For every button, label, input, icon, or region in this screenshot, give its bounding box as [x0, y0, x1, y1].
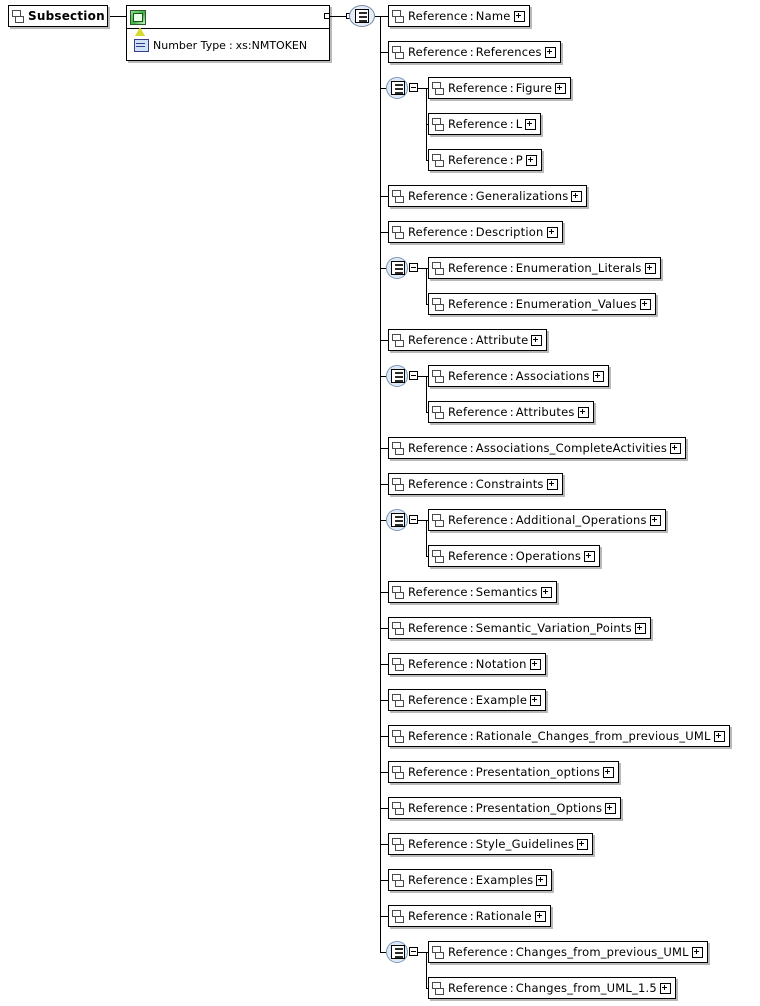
reference-node-label	[408, 801, 602, 815]
reference-prefix: Reference	[408, 693, 468, 707]
reference-node[interactable]	[388, 905, 551, 927]
connector-line	[418, 88, 426, 89]
reference-separator: :	[469, 225, 474, 239]
reference-node-label	[408, 729, 711, 743]
group-sequence-g1[interactable]	[386, 77, 420, 99]
group-spine-line	[426, 376, 427, 412]
element-icon	[392, 837, 404, 851]
sequence-compositor-icon	[355, 9, 369, 23]
expand-plus-icon[interactable]	[514, 11, 525, 22]
expand-plus-icon[interactable]	[660, 983, 671, 994]
reference-prefix: Reference	[408, 9, 468, 23]
element-icon	[392, 189, 404, 203]
reference-prefix: Reference	[448, 369, 508, 383]
reference-separator: :	[509, 297, 514, 311]
connector-line	[380, 808, 388, 809]
expand-plus-icon[interactable]	[714, 731, 725, 742]
group-spine-line	[426, 520, 427, 556]
reference-name: Semantics	[475, 585, 538, 599]
connector-line	[380, 16, 388, 17]
reference-node[interactable]	[388, 185, 587, 207]
reference-name: Enumeration_Literals	[515, 261, 642, 275]
reference-separator: :	[469, 729, 474, 743]
reference-name: Associations_CompleteActivities	[475, 441, 668, 455]
attribute-icon	[134, 39, 149, 52]
reference-node[interactable]	[388, 221, 563, 243]
reference-node-label	[408, 585, 538, 599]
element-icon	[432, 369, 444, 383]
reference-name: Semantic_Variation_Points	[475, 621, 632, 635]
element-icon	[432, 117, 444, 131]
expand-plus-icon[interactable]	[555, 83, 566, 94]
expand-plus-icon[interactable]	[547, 227, 558, 238]
reference-node[interactable]	[388, 653, 546, 675]
reference-prefix: Reference	[408, 621, 468, 635]
reference-name: Constraints	[475, 477, 544, 491]
connector-line	[380, 844, 388, 845]
reference-name: Description	[475, 225, 544, 239]
expand-plus-icon[interactable]	[531, 335, 542, 346]
element-icon	[392, 909, 404, 923]
reference-separator: :	[469, 837, 474, 851]
reference-prefix: Reference	[408, 657, 468, 671]
reference-separator: :	[509, 261, 514, 275]
attributes-panel-header	[127, 6, 329, 29]
connector-line	[380, 880, 388, 881]
reference-prefix: Reference	[448, 513, 508, 527]
connector-line	[426, 988, 428, 989]
expand-plus-icon[interactable]	[635, 623, 646, 634]
expand-plus-icon[interactable]	[525, 119, 536, 130]
expand-plus-icon[interactable]	[530, 659, 541, 670]
reference-node[interactable]	[388, 41, 561, 63]
reference-node[interactable]	[388, 437, 686, 459]
reference-node-label	[408, 837, 574, 851]
expand-plus-icon[interactable]	[650, 515, 661, 526]
reference-prefix: Reference	[408, 801, 468, 815]
reference-node[interactable]	[428, 545, 600, 567]
reference-node[interactable]	[388, 797, 621, 819]
reference-node-label	[408, 189, 568, 203]
reference-name: Generalizations	[475, 189, 569, 203]
connector-line	[380, 52, 388, 53]
element-icon	[432, 81, 444, 95]
reference-prefix: Reference	[448, 405, 508, 419]
reference-separator: :	[469, 693, 474, 707]
reference-prefix: Reference	[408, 333, 468, 347]
reference-node-label	[408, 873, 533, 887]
connector-line	[380, 88, 386, 89]
group-spine-line	[426, 952, 427, 988]
connector-line	[380, 520, 386, 521]
reference-name: P	[515, 153, 523, 167]
reference-node[interactable]	[428, 77, 571, 99]
root-element-label: Subsection	[28, 9, 105, 23]
reference-node-label	[448, 513, 647, 527]
reference-prefix: Reference	[448, 945, 508, 959]
reference-name: Name	[475, 9, 511, 23]
reference-node[interactable]	[428, 365, 609, 387]
connector-line	[380, 448, 388, 449]
reference-node-label	[408, 333, 528, 347]
reference-node-label	[448, 981, 657, 995]
collapse-minus-icon[interactable]	[409, 83, 418, 92]
connector-line	[380, 196, 388, 197]
reference-prefix: Reference	[448, 117, 508, 131]
reference-prefix: Reference	[408, 909, 468, 923]
element-icon	[392, 9, 404, 23]
reference-prefix: Reference	[408, 585, 468, 599]
reference-node[interactable]	[428, 293, 656, 315]
connector-line	[380, 592, 388, 593]
reference-separator: :	[509, 81, 514, 95]
reference-prefix: Reference	[408, 225, 468, 239]
sequence-compositor-icon	[391, 369, 405, 383]
sequence-compositor-icon	[391, 261, 405, 275]
reference-node-label	[408, 693, 527, 707]
element-icon	[12, 9, 24, 23]
reference-node-label	[448, 405, 575, 419]
element-icon	[432, 513, 444, 527]
reference-name: Example	[475, 693, 528, 707]
group-sequence-g3[interactable]	[386, 365, 420, 387]
reference-separator: :	[469, 585, 474, 599]
root-element-subsection[interactable]	[8, 5, 108, 27]
reference-node-label	[408, 45, 542, 59]
reference-prefix: Reference	[448, 153, 508, 167]
reference-separator: :	[469, 621, 474, 635]
reference-node[interactable]	[428, 149, 542, 171]
attribute-row[interactable]	[134, 39, 307, 52]
reference-node[interactable]	[388, 761, 619, 783]
connector-line	[426, 304, 428, 305]
reference-name: Attribute	[475, 333, 529, 347]
expand-plus-icon[interactable]	[530, 695, 541, 706]
expand-plus-icon[interactable]	[578, 407, 589, 418]
reference-separator: :	[469, 441, 474, 455]
reference-node[interactable]	[388, 617, 651, 639]
reference-name: Attributes	[515, 405, 575, 419]
reference-node-label	[408, 621, 632, 635]
reference-name: Changes_from_UML_1.5	[515, 981, 657, 995]
connector-line	[330, 16, 346, 17]
collapse-minus-icon[interactable]	[409, 371, 418, 380]
reference-node[interactable]	[388, 869, 552, 891]
reference-separator: :	[469, 909, 474, 923]
reference-separator: :	[469, 801, 474, 815]
expand-plus-icon[interactable]	[526, 155, 537, 166]
connector-line	[380, 340, 388, 341]
reference-name: Enumeration_Values	[515, 297, 637, 311]
reference-separator: :	[469, 765, 474, 779]
expand-plus-icon[interactable]	[670, 443, 681, 454]
reference-name: Style_Guidelines	[475, 837, 575, 851]
sequence-compositor-icon	[391, 81, 405, 95]
reference-separator: :	[509, 981, 514, 995]
reference-separator: :	[469, 657, 474, 671]
connector-line	[418, 376, 426, 377]
reference-node[interactable]	[388, 5, 530, 27]
reference-node[interactable]	[388, 833, 593, 855]
reference-node-label	[408, 765, 600, 779]
reference-name: Notation	[475, 657, 527, 671]
reference-prefix: Reference	[448, 261, 508, 275]
reference-separator: :	[469, 9, 474, 23]
reference-node-label	[408, 909, 532, 923]
group-spine-line	[426, 268, 427, 304]
reference-name: Additional_Operations	[515, 513, 647, 527]
connector-line	[380, 232, 388, 233]
element-icon	[432, 405, 444, 419]
element-icon	[392, 765, 404, 779]
reference-separator: :	[509, 549, 514, 563]
element-icon	[432, 153, 444, 167]
reference-node[interactable]	[388, 689, 546, 711]
reference-name: Operations	[515, 549, 582, 563]
element-icon	[392, 477, 404, 491]
element-icon	[392, 873, 404, 887]
reference-node-label	[448, 369, 590, 383]
connector-line	[426, 160, 428, 161]
reference-node-label	[448, 81, 552, 95]
reference-prefix: Reference	[408, 477, 468, 491]
reference-node[interactable]	[428, 113, 541, 135]
element-icon	[392, 45, 404, 59]
reference-node-label	[448, 117, 522, 131]
reference-prefix: Reference	[448, 297, 508, 311]
reference-prefix: Reference	[408, 441, 468, 455]
reference-name: Rationale_Changes_from_previous_UML	[475, 729, 711, 743]
reference-name: References	[475, 45, 542, 59]
reference-prefix: Reference	[408, 873, 468, 887]
expand-plus-icon[interactable]	[535, 911, 546, 922]
reference-node-label	[408, 441, 667, 455]
element-icon	[392, 801, 404, 815]
reference-separator: :	[469, 477, 474, 491]
reference-prefix: Reference	[408, 729, 468, 743]
expand-plus-icon[interactable]	[692, 947, 703, 958]
collapse-minus-icon[interactable]	[409, 947, 418, 956]
attributes-panel	[126, 5, 330, 61]
reference-node-label	[408, 657, 527, 671]
sequence-compositor-icon	[391, 513, 405, 527]
reference-separator: :	[469, 189, 474, 203]
group-sequence-g2[interactable]	[386, 257, 420, 279]
reference-prefix: Reference	[408, 837, 468, 851]
reference-prefix: Reference	[448, 81, 508, 95]
element-icon	[392, 333, 404, 347]
reference-name: Figure	[515, 81, 553, 95]
attribute-name: Number Type	[153, 39, 226, 52]
reference-separator: :	[509, 405, 514, 419]
element-icon	[392, 621, 404, 635]
reference-node[interactable]	[388, 725, 730, 747]
reference-prefix: Reference	[448, 981, 508, 995]
element-icon	[392, 225, 404, 239]
reference-node[interactable]	[428, 509, 666, 531]
connector-line	[380, 376, 386, 377]
reference-separator: :	[509, 117, 514, 131]
connector-line	[110, 16, 126, 17]
collapse-minus-icon[interactable]	[409, 515, 418, 524]
reference-separator: :	[509, 945, 514, 959]
attribute-separator: :	[228, 39, 233, 52]
element-icon	[432, 297, 444, 311]
warning-triangle-icon	[135, 27, 145, 36]
connector-line	[380, 268, 386, 269]
reference-node-label	[408, 225, 544, 239]
element-icon	[392, 657, 404, 671]
reference-node[interactable]	[428, 401, 594, 423]
reference-prefix: Reference	[448, 549, 508, 563]
expand-plus-icon[interactable]	[640, 299, 651, 310]
expand-plus-icon[interactable]	[541, 587, 552, 598]
reference-node[interactable]	[428, 941, 708, 963]
reference-prefix: Reference	[408, 765, 468, 779]
reference-name: Presentation_options	[475, 765, 601, 779]
reference-name: Examples	[475, 873, 534, 887]
reference-node[interactable]	[388, 329, 547, 351]
expand-plus-icon[interactable]	[577, 839, 588, 850]
connector-line	[380, 484, 388, 485]
expand-plus-icon[interactable]	[584, 551, 595, 562]
element-icon	[432, 549, 444, 563]
connector-line	[380, 664, 388, 665]
reference-node-label	[408, 9, 511, 23]
reference-name: Changes_from_previous_UML	[515, 945, 689, 959]
connector-line	[418, 952, 426, 953]
reference-name: L	[515, 117, 523, 131]
connector-line	[380, 916, 388, 917]
reference-prefix: Reference	[408, 189, 468, 203]
group-spine-line	[426, 88, 427, 160]
element-icon	[392, 585, 404, 599]
connector-line	[426, 556, 428, 557]
expand-plus-icon[interactable]	[547, 479, 558, 490]
reference-node-label	[448, 297, 637, 311]
expand-plus-icon[interactable]	[605, 803, 616, 814]
expand-plus-icon[interactable]	[545, 47, 556, 58]
connector-line	[380, 772, 388, 773]
reference-separator: :	[469, 333, 474, 347]
element-icon	[432, 261, 444, 275]
reference-name: Associations	[515, 369, 590, 383]
connector-line	[426, 412, 428, 413]
connector-line	[418, 268, 426, 269]
connector-line	[380, 736, 388, 737]
connector-line	[418, 520, 426, 521]
reference-name: Presentation_Options	[475, 801, 603, 815]
expand-plus-icon[interactable]	[536, 875, 547, 886]
reference-name: Rationale	[475, 909, 532, 923]
element-icon	[432, 945, 444, 959]
attribute-type: xs:NMTOKEN	[235, 39, 308, 52]
expand-plus-icon[interactable]	[593, 371, 604, 382]
attributes-sheet-icon	[130, 10, 146, 25]
reference-node[interactable]	[388, 581, 557, 603]
reference-separator: :	[469, 873, 474, 887]
reference-separator: :	[509, 153, 514, 167]
element-icon	[392, 441, 404, 455]
reference-node[interactable]	[428, 977, 676, 999]
collapse-minus-icon[interactable]	[409, 263, 418, 272]
reference-prefix: Reference	[408, 45, 468, 59]
expand-plus-icon[interactable]	[603, 767, 614, 778]
element-icon	[432, 981, 444, 995]
group-sequence-g5[interactable]	[386, 941, 420, 963]
connector-line	[380, 700, 388, 701]
group-sequence-g4[interactable]	[386, 509, 420, 531]
reference-separator: :	[509, 513, 514, 527]
reference-node-label	[448, 153, 523, 167]
reference-separator: :	[469, 45, 474, 59]
element-icon	[392, 729, 404, 743]
reference-node[interactable]	[388, 473, 563, 495]
reference-separator: :	[509, 369, 514, 383]
element-icon	[392, 693, 404, 707]
expand-plus-icon[interactable]	[571, 191, 582, 202]
reference-node-label	[408, 477, 544, 491]
reference-node-label	[448, 261, 642, 275]
sequence-compositor-icon	[391, 945, 405, 959]
connector-line	[380, 628, 388, 629]
expand-plus-icon[interactable]	[645, 263, 656, 274]
reference-node[interactable]	[428, 257, 661, 279]
reference-node-label	[448, 549, 581, 563]
reference-node-label	[448, 945, 689, 959]
connector-line	[380, 952, 386, 953]
